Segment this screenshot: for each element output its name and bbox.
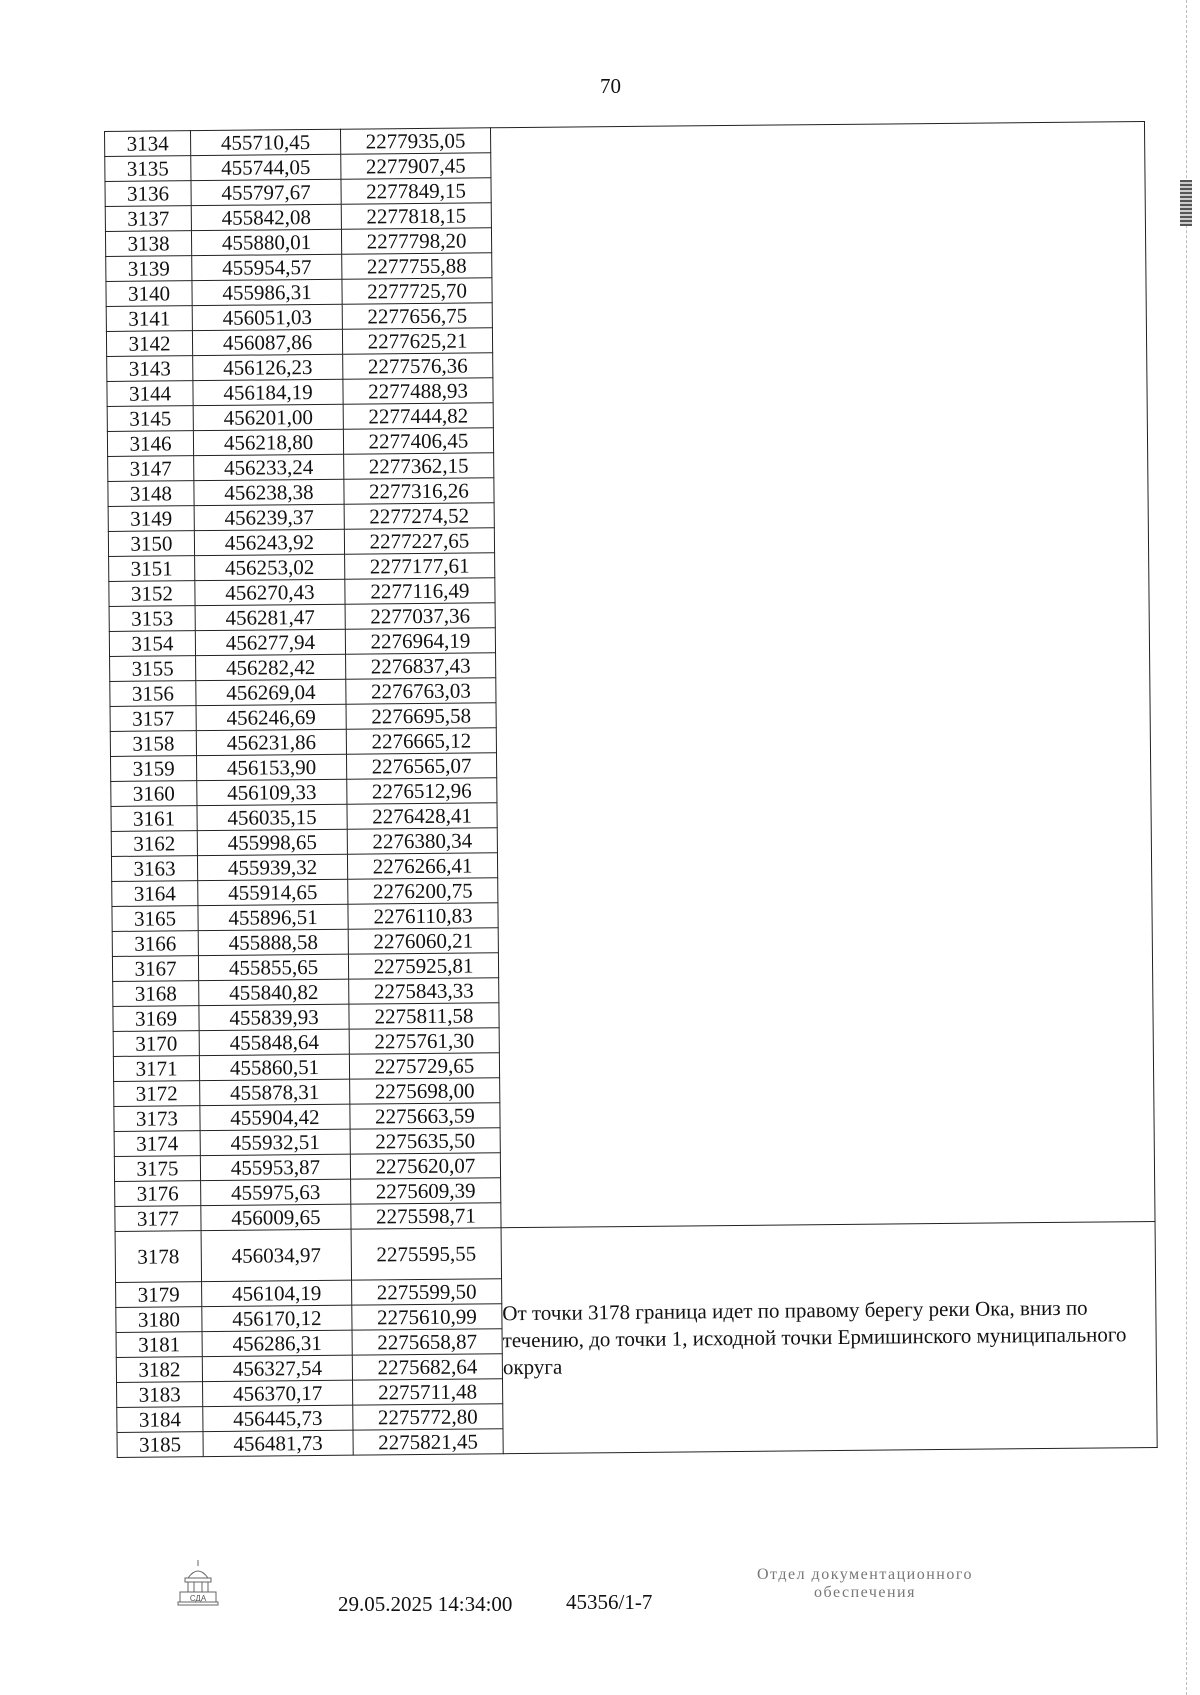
x-coordinate-cell: 455880,01	[191, 229, 341, 255]
x-coordinate-cell: 456201,00	[193, 404, 343, 430]
y-coordinate-cell: 2277406,45	[343, 428, 493, 454]
boundary-description-cell: От точки 3178 граница идет по правому берегу реки Ока, вниз по течению, до точки 1, исходной точки Ермишинского муниципального округа	[501, 1221, 1157, 1453]
x-coordinate-cell: 455932,51	[200, 1129, 350, 1155]
x-coordinate-cell: 455878,31	[200, 1079, 350, 1105]
x-coordinate-cell: 456239,37	[194, 504, 344, 530]
y-coordinate-cell: 2275635,50	[350, 1128, 500, 1154]
y-coordinate-cell: 2276200,75	[348, 878, 498, 904]
x-coordinate-cell: 456281,47	[195, 604, 345, 630]
page-number: 70	[600, 74, 621, 98]
empty-description-cell	[490, 122, 1155, 1228]
y-coordinate-cell: 2277576,36	[343, 353, 493, 379]
y-coordinate-cell: 2277818,15	[341, 203, 491, 229]
y-coordinate-cell: 2277625,21	[342, 328, 492, 354]
y-coordinate-cell: 2275610,99	[352, 1304, 502, 1330]
point-number-cell: 3164	[112, 881, 198, 907]
y-coordinate-cell: 2276695,58	[346, 703, 496, 729]
footer-date: 29.05.2025 14:34:00	[338, 1592, 513, 1616]
x-coordinate-cell: 456218,80	[193, 429, 343, 455]
y-coordinate-cell: 2277755,88	[342, 253, 492, 279]
y-coordinate-cell: 2277849,15	[341, 178, 491, 204]
x-coordinate-cell: 456087,86	[192, 329, 342, 355]
point-number-cell: 3138	[105, 231, 191, 257]
y-coordinate-cell: 2275821,45	[353, 1429, 503, 1455]
y-coordinate-cell: 2277227,65	[344, 528, 494, 554]
x-coordinate-cell: 455939,32	[197, 854, 347, 880]
point-number-cell: 3157	[110, 706, 196, 732]
x-coordinate-cell: 456104,19	[202, 1280, 352, 1306]
y-coordinate-cell: 2277177,61	[345, 553, 495, 579]
logo-text: СДА	[189, 1594, 207, 1603]
y-coordinate-cell: 2275682,64	[352, 1354, 502, 1380]
y-coordinate-cell: 2276964,19	[345, 628, 495, 654]
table-row	[115, 1221, 1155, 1282]
x-coordinate-cell: 455953,87	[200, 1154, 350, 1180]
point-number-cell: 3156	[110, 681, 196, 707]
x-coordinate-cell: 455839,93	[199, 1004, 349, 1030]
x-coordinate-cell: 455797,67	[191, 179, 341, 205]
y-coordinate-cell: 2277116,49	[345, 578, 495, 604]
point-number-cell: 3176	[115, 1181, 201, 1207]
table-row	[105, 122, 1145, 157]
x-coordinate-cell: 456035,15	[197, 804, 347, 830]
scan-edge-line	[1186, 0, 1188, 1695]
x-coordinate-cell: 455998,65	[197, 829, 347, 855]
point-number-cell: 3177	[115, 1206, 201, 1232]
y-coordinate-cell: 2275843,33	[349, 978, 499, 1004]
y-coordinate-cell: 2277274,52	[344, 503, 494, 529]
point-number-cell: 3151	[109, 556, 195, 582]
stamp-line-2: обеспечения	[814, 1584, 916, 1601]
x-coordinate-cell: 455914,65	[198, 879, 348, 905]
y-coordinate-cell: 2276565,07	[346, 753, 496, 779]
x-coordinate-cell: 456238,38	[194, 479, 344, 505]
x-coordinate-cell: 455986,31	[192, 279, 342, 305]
x-coordinate-cell: 456327,54	[202, 1355, 352, 1381]
y-coordinate-cell: 2277656,75	[342, 303, 492, 329]
coordinates-table	[104, 121, 1158, 1458]
point-number-cell: 3175	[114, 1156, 200, 1182]
point-number-cell: 3165	[112, 906, 198, 932]
point-number-cell: 3185	[117, 1432, 203, 1458]
x-coordinate-cell: 456009,65	[201, 1204, 351, 1230]
point-number-cell: 3143	[107, 356, 193, 382]
x-coordinate-cell: 456170,12	[202, 1305, 352, 1331]
x-coordinate-cell: 455848,64	[199, 1029, 349, 1055]
coordinates-table-wrapper	[104, 121, 1157, 1458]
point-number-cell: 3154	[109, 631, 195, 657]
point-number-cell: 3136	[105, 181, 191, 207]
point-number-cell: 3171	[113, 1056, 199, 1082]
y-coordinate-cell: 2277935,05	[340, 128, 490, 154]
x-coordinate-cell: 456246,69	[196, 704, 346, 730]
x-coordinate-cell: 455855,65	[198, 954, 348, 980]
x-coordinate-cell: 456277,94	[195, 629, 345, 655]
point-number-cell: 3181	[116, 1332, 202, 1358]
y-coordinate-cell: 2276837,43	[346, 653, 496, 679]
y-coordinate-cell: 2276512,96	[347, 778, 497, 804]
x-coordinate-cell: 456445,73	[203, 1405, 353, 1431]
point-number-cell: 3145	[107, 406, 193, 432]
point-number-cell: 3134	[105, 131, 191, 157]
x-coordinate-cell: 456370,17	[203, 1380, 353, 1406]
x-coordinate-cell: 456282,42	[196, 654, 346, 680]
y-coordinate-cell: 2276763,03	[346, 678, 496, 704]
point-number-cell: 3172	[114, 1081, 200, 1107]
point-number-cell: 3178	[115, 1231, 201, 1283]
y-coordinate-cell: 2275609,39	[351, 1178, 501, 1204]
point-number-cell: 3139	[106, 256, 192, 282]
y-coordinate-cell: 2275658,87	[352, 1329, 502, 1355]
x-coordinate-cell: 456231,86	[196, 729, 346, 755]
point-number-cell: 3179	[116, 1282, 202, 1308]
point-number-cell: 3169	[113, 1006, 199, 1032]
point-number-cell: 3170	[113, 1031, 199, 1057]
point-number-cell: 3182	[116, 1357, 202, 1383]
x-coordinate-cell: 455896,51	[198, 904, 348, 930]
x-coordinate-cell: 456481,73	[203, 1430, 353, 1456]
x-coordinate-cell: 456034,97	[201, 1229, 351, 1281]
point-number-cell: 3173	[114, 1106, 200, 1132]
y-coordinate-cell: 2275663,59	[350, 1103, 500, 1129]
point-number-cell: 3142	[106, 331, 192, 357]
point-number-cell: 3149	[108, 506, 194, 532]
x-coordinate-cell: 455975,63	[201, 1179, 351, 1205]
x-coordinate-cell: 456109,33	[197, 779, 347, 805]
x-coordinate-cell: 456153,90	[197, 754, 347, 780]
x-coordinate-cell: 456270,43	[195, 579, 345, 605]
point-number-cell: 3167	[112, 956, 198, 982]
point-number-cell: 3159	[111, 756, 197, 782]
point-number-cell: 3147	[108, 456, 194, 482]
x-coordinate-cell: 455842,08	[191, 204, 341, 230]
x-coordinate-cell: 455840,82	[199, 979, 349, 1005]
y-coordinate-cell: 2276665,12	[346, 728, 496, 754]
point-number-cell: 3174	[114, 1131, 200, 1157]
point-number-cell: 3160	[111, 781, 197, 807]
y-coordinate-cell: 2275925,81	[348, 953, 498, 979]
point-number-cell: 3152	[109, 581, 195, 607]
y-coordinate-cell: 2275711,48	[353, 1379, 503, 1405]
y-coordinate-cell: 2275772,80	[353, 1404, 503, 1430]
x-coordinate-cell: 456286,31	[202, 1330, 352, 1356]
x-coordinate-cell: 456126,23	[193, 354, 343, 380]
point-number-cell: 3180	[116, 1307, 202, 1333]
x-coordinate-cell: 455710,45	[191, 129, 341, 155]
point-number-cell: 3168	[113, 981, 199, 1007]
point-number-cell: 3163	[111, 856, 197, 882]
point-number-cell: 3141	[106, 306, 192, 332]
point-number-cell: 3146	[107, 431, 193, 457]
y-coordinate-cell: 2276380,34	[347, 828, 497, 854]
y-coordinate-cell: 2276060,21	[348, 928, 498, 954]
point-number-cell: 3183	[117, 1382, 203, 1408]
point-number-cell: 3184	[117, 1407, 203, 1433]
x-coordinate-cell: 456233,24	[194, 454, 344, 480]
y-coordinate-cell: 2275811,58	[349, 1003, 499, 1029]
y-coordinate-cell: 2275599,50	[352, 1279, 502, 1305]
y-coordinate-cell: 2277907,45	[341, 153, 491, 179]
point-number-cell: 3158	[110, 731, 196, 757]
x-coordinate-cell: 456269,04	[196, 679, 346, 705]
department-stamp	[700, 1566, 1030, 1602]
y-coordinate-cell: 2276110,83	[348, 903, 498, 929]
seal-logo-icon	[176, 1558, 220, 1612]
y-coordinate-cell: 2275729,65	[349, 1053, 499, 1079]
y-coordinate-cell: 2277037,36	[345, 603, 495, 629]
point-number-cell: 3166	[112, 931, 198, 957]
x-coordinate-cell: 456243,92	[194, 529, 344, 555]
point-number-cell: 3150	[108, 531, 194, 557]
y-coordinate-cell: 2276428,41	[347, 803, 497, 829]
x-coordinate-cell: 455744,05	[191, 154, 341, 180]
y-coordinate-cell: 2276266,41	[347, 853, 497, 879]
x-coordinate-cell: 455954,57	[192, 254, 342, 280]
point-number-cell: 3144	[107, 381, 193, 407]
x-coordinate-cell: 456051,03	[192, 304, 342, 330]
point-number-cell: 3148	[108, 481, 194, 507]
x-coordinate-cell: 455860,51	[199, 1054, 349, 1080]
y-coordinate-cell: 2277798,20	[341, 228, 491, 254]
point-number-cell: 3155	[110, 656, 196, 682]
point-number-cell: 3153	[109, 606, 195, 632]
y-coordinate-cell: 2275598,71	[351, 1203, 501, 1229]
y-coordinate-cell: 2277316,26	[344, 478, 494, 504]
x-coordinate-cell: 456253,02	[195, 554, 345, 580]
x-coordinate-cell: 456184,19	[193, 379, 343, 405]
y-coordinate-cell: 2277444,82	[343, 403, 493, 429]
scan-barcode-mark	[1180, 180, 1192, 226]
y-coordinate-cell: 2277488,93	[343, 378, 493, 404]
y-coordinate-cell: 2275595,55	[351, 1228, 501, 1280]
point-number-cell: 3162	[111, 831, 197, 857]
y-coordinate-cell: 2275698,00	[350, 1078, 500, 1104]
y-coordinate-cell: 2275761,30	[349, 1028, 499, 1054]
x-coordinate-cell: 455888,58	[198, 929, 348, 955]
point-number-cell: 3135	[105, 156, 191, 182]
point-number-cell: 3140	[106, 281, 192, 307]
point-number-cell: 3161	[111, 806, 197, 832]
footer-document-code: 45356/1-7	[566, 1590, 653, 1614]
point-number-cell: 3137	[105, 206, 191, 232]
y-coordinate-cell: 2275620,07	[350, 1153, 500, 1179]
stamp-line-1: Отдел документационного	[756, 1566, 974, 1583]
x-coordinate-cell: 455904,42	[200, 1104, 350, 1130]
y-coordinate-cell: 2277362,15	[344, 453, 494, 479]
y-coordinate-cell: 2277725,70	[342, 278, 492, 304]
